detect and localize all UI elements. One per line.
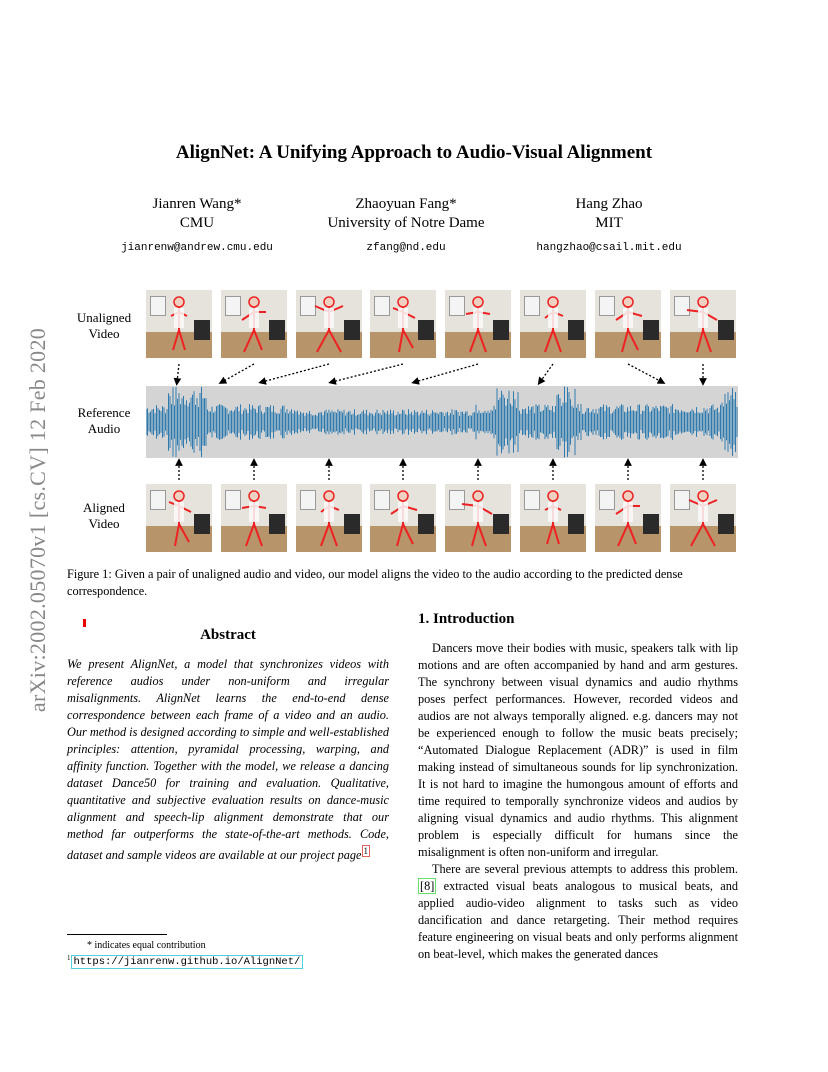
label-line: Video (88, 516, 120, 531)
author-email: zfang@nd.edu (366, 242, 446, 254)
video-frame (595, 290, 661, 358)
label-line: Aligned (83, 500, 125, 515)
intro-p2-text: There are several previous attempts to address this problem. (432, 862, 738, 876)
video-frame (520, 290, 586, 358)
label-line: Audio (87, 421, 121, 436)
label-line: Unaligned (76, 310, 132, 325)
footnote-equal: * indicates equal contribution (87, 940, 206, 951)
author-email: jianrenw@andrew.cmu.edu (121, 242, 273, 254)
footnote-url (67, 952, 303, 969)
video-frame (445, 484, 511, 552)
video-frame (296, 290, 362, 358)
video-frame (370, 484, 436, 552)
aligned-video-label (62, 500, 146, 532)
video-frame (146, 290, 212, 358)
figure-caption: Figure 1: Given a pair of unaligned audio and video, our model aligns the video to the audio according to the predicted dense correspondence. (67, 567, 683, 598)
margin-mark (83, 619, 86, 627)
video-frame (221, 484, 287, 552)
video-frame (670, 484, 736, 552)
video-frame (445, 290, 511, 358)
video-frame (146, 484, 212, 552)
author-affiliation: CMU (179, 215, 215, 231)
abstract-text: We present AlignNet, a model that synchronizes videos with reference audios under non-uniform and irregular misalignments. AlignNet learns the end-to-end dense correspondence between each frame of a video and an audio. Our method is designed according to simple and well-established principles: attention, pyramidal processing, warping, and affinity function. Together with the model, we release a dancing dataset Dance50 for training and evaluation. Qualitative, quantitative and subjective evaluation results on dance-music alignment and speech-lip alignment demonstrate that our method far outperforms the state-of-the-art methods. Code, dataset and sample videos are available at our project page (67, 657, 389, 863)
video-frame (296, 484, 362, 552)
intro-paragraph-2 (418, 861, 738, 963)
video-frame (221, 290, 287, 358)
citation-link[interactable]: [8] (420, 879, 435, 893)
author-affiliation: University of Notre Dame (327, 215, 485, 231)
unaligned-video-label (62, 310, 146, 342)
video-frame (670, 290, 736, 358)
video-frame (595, 484, 661, 552)
author-affiliation: MIT (595, 215, 623, 231)
arxiv-identifier: arXiv:2002.05070v1 [cs.CV] 12 Feb 2020 (25, 327, 50, 713)
introduction-heading: 1. Introduction (418, 611, 515, 627)
author-name: Hang Zhao (575, 196, 643, 212)
footnote-number: 1 (67, 954, 71, 962)
intro-p2-text-cont: extracted visual beats analogous to musical beats, and applied audio-video alignment to tasks such as video dancification and dance retargeting. Their method requires feature engineering on visual beats and only performs alignment on beat-level, which makes the generated dances (418, 879, 739, 961)
author-email: hangzhao@csail.mit.edu (536, 242, 682, 254)
correspondence-arrows (0, 358, 828, 488)
paper-title: AlignNet: A Unifying Approach to Audio-Visual Alignment (175, 142, 653, 163)
label-line: Video (88, 326, 120, 341)
label-line: Reference (77, 405, 131, 420)
abstract-heading: Abstract (200, 627, 256, 643)
video-frame (520, 484, 586, 552)
footnote-marker[interactable]: 1 (363, 846, 369, 856)
project-page-link[interactable]: https://jianrenw.github.io/AlignNet/ (71, 955, 304, 969)
author-3 (479, 195, 739, 258)
author-name: Jianren Wang* (152, 196, 242, 212)
intro-paragraph-1: Dancers move their bodies with music, speakers talk with lip motions and are often accompanied by hand and arm gestures. The synchrony between visual dynamics and audio rhythms poses perfect performances. However, recorded videos and audios are not always temporally aligned. e.g. dancers may not be experienced enough to follow the music beats precisely; “Automated Dialogue Replacement (ADR)” is used in film making instead of simultaneous sounds for lip synchronization. It is not hard to imagine the humongous amount of efforts and time required to temporally synchronize videos and audios by aligning visual dynamics and audio rhythms. This alignment problem is especially difficult for humans since the misalignment is often non-uniform and irregular. (418, 641, 738, 859)
introduction-body (418, 640, 738, 963)
abstract-body (67, 656, 389, 864)
author-name: Zhaoyuan Fang* (355, 196, 457, 212)
footnote-rule (67, 934, 167, 935)
video-frame (370, 290, 436, 358)
